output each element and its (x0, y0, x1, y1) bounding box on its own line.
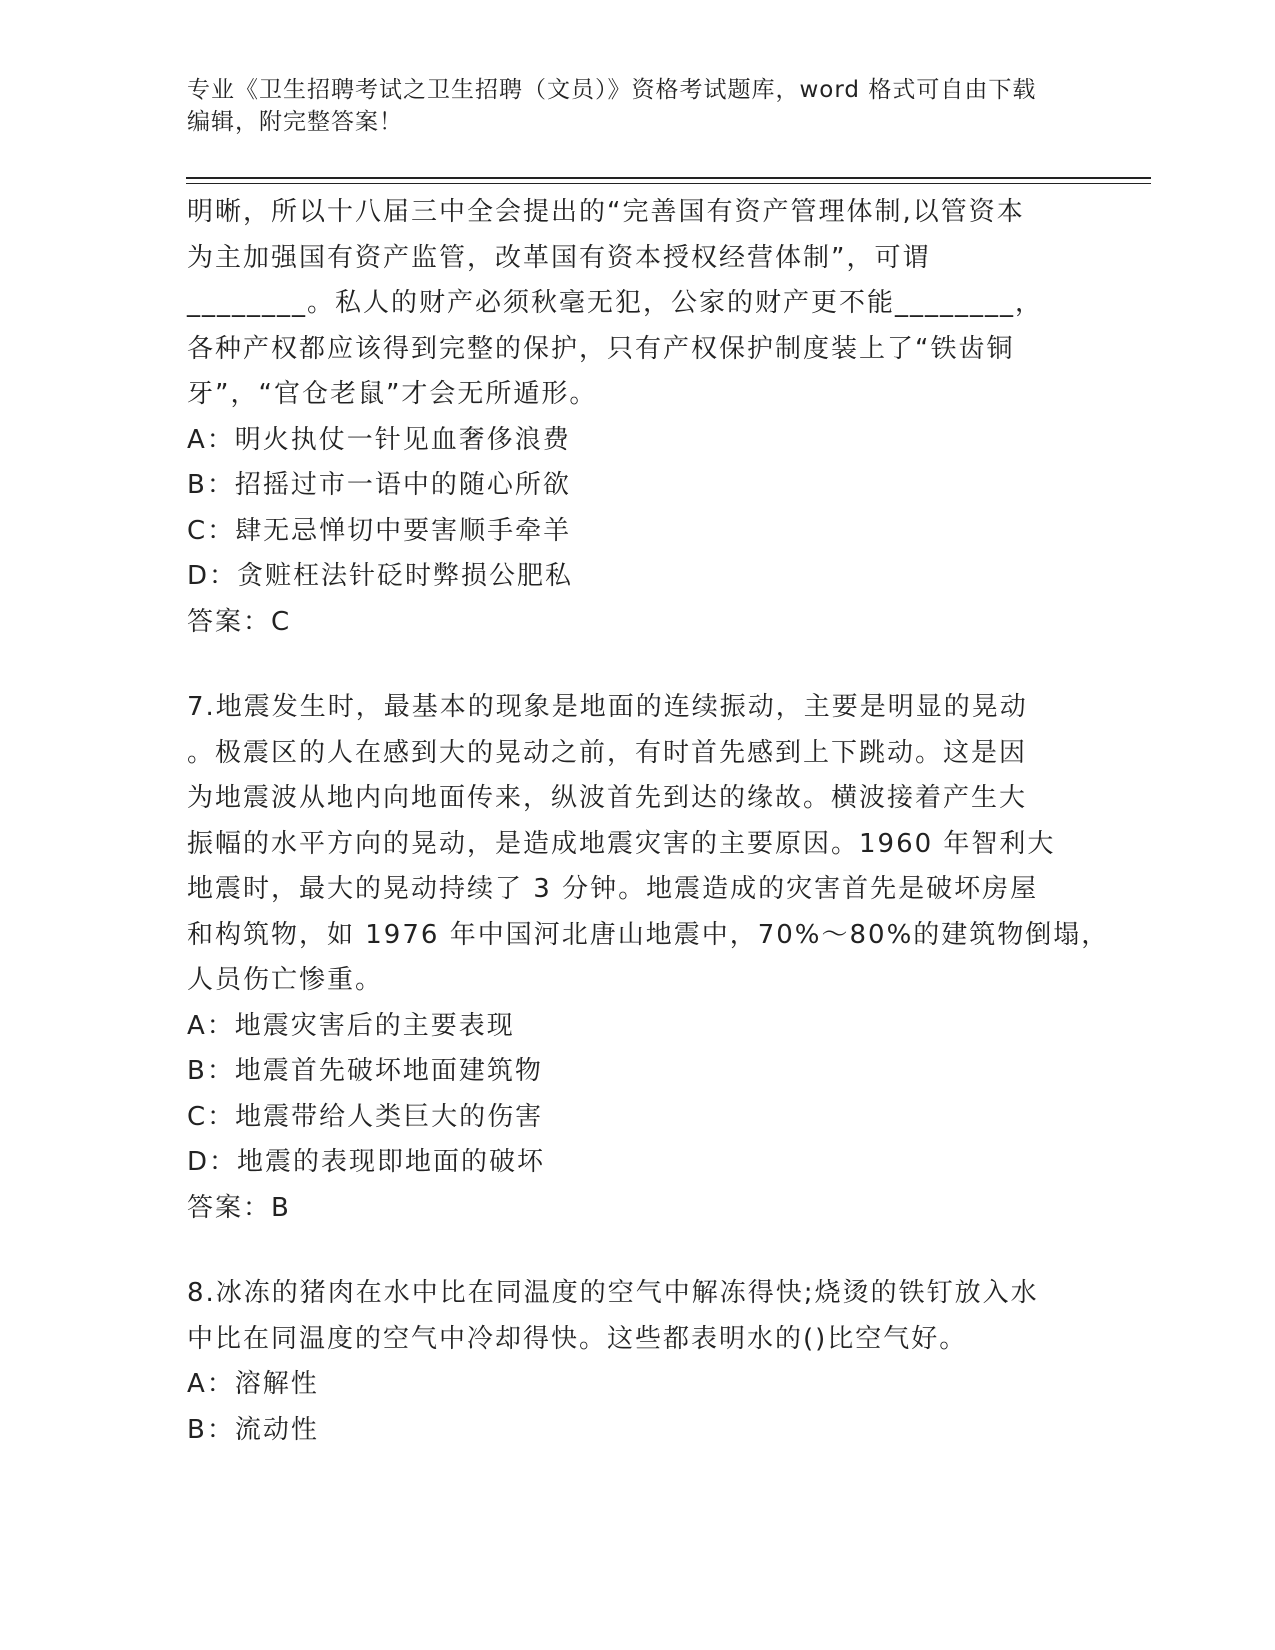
question-6-answer: 答案：C (187, 606, 292, 637)
question-6-option-b: B：招摇过市一语中的随心所欲 (187, 470, 571, 500)
question-8-option-b: B：流动性 (187, 1414, 319, 1445)
question-6-text-line: 为主加强国有资产监管，改革国有资本授权经营体制”，可谓 (187, 242, 931, 273)
question-6-text-line: 明晰，所以十八届三中全会提出的“完善国有资产管理体制,以管资本 (187, 197, 1025, 227)
question-7-option-a: A：地震灾害后的主要表现 (187, 1010, 515, 1041)
header-line-2: 编辑，附完整答案！ (187, 109, 403, 135)
question-8-text-line: 中比在同温度的空气中冷却得快。这些都表明水的()比空气好。 (187, 1323, 968, 1354)
page-header (187, 74, 1067, 138)
question-6-option-a: A：明火执仗一针见血奢侈浪费 (187, 424, 571, 455)
question-6-text-line: 各种产权都应该得到完整的保护，只有产权保护制度装上了“铁齿铜 (187, 333, 1015, 364)
question-8 (187, 1271, 1087, 1453)
question-7-text-line: 地震时，最大的晃动持续了 3 分钟。地震造成的灾害首先是破坏房屋 (187, 874, 1039, 904)
header-line-1: 专业《卫生招聘考试之卫生招聘（文员）》资格考试题库，word 格式可自由下载 (187, 77, 1037, 103)
question-6-text-line: ________。私人的财产必须秋毫无犯，公家的财产更不能________， (187, 288, 1044, 318)
spacer (187, 1231, 1087, 1271)
question-7-answer: 答案：B (187, 1192, 291, 1223)
question-7-text-line: 和构筑物，如 1976 年中国河北唐山地震中，70%～80%的建筑物倒塌， (187, 919, 1110, 950)
question-7-text-line: 振幅的水平方向的晃动，是造成地震灾害的主要原因。1960 年智利大 (187, 828, 1056, 859)
header-divider-thin (186, 183, 1151, 184)
question-7-text-line: 为地震波从地内向地面传来，纵波首先到达的缘故。横波接着产生大 (187, 783, 1028, 813)
question-7-text-line: 7.地震发生时，最基本的现象是地面的连续振动，主要是明显的晃动 (187, 692, 1028, 722)
question-7 (187, 685, 1110, 1231)
question-7-option-b: B：地震首先破坏地面建筑物 (187, 1056, 543, 1086)
header-divider (186, 177, 1151, 179)
question-7-option-d: D：地震的表现即地面的破坏 (187, 1147, 546, 1177)
question-content (187, 190, 1110, 1453)
question-6-text-line: 牙”，“官仓老鼠”才会无所遁形。 (187, 379, 598, 409)
question-7-text-line: 人员伤亡惨重。 (187, 965, 384, 995)
question-7-text-line: 。极震区的人在感到大的晃动之前，有时首先感到上下跳动。这是因 (187, 737, 1028, 768)
question-8-text-line: 8.冰冻的猪肉在水中比在同温度的空气中解冻得快;烧烫的铁钉放入水 (187, 1278, 1039, 1308)
question-6-option-d: D：贪赃枉法针砭时弊损公肥私 (187, 561, 574, 591)
question-7-option-c: C：地震带给人类巨大的伤害 (187, 1101, 544, 1132)
question-6-option-c: C：肆无忌惮切中要害顺手牵羊 (187, 515, 572, 546)
question-8-option-a: A：溶解性 (187, 1369, 319, 1399)
spacer (187, 645, 1087, 685)
question-6 (187, 190, 1087, 645)
